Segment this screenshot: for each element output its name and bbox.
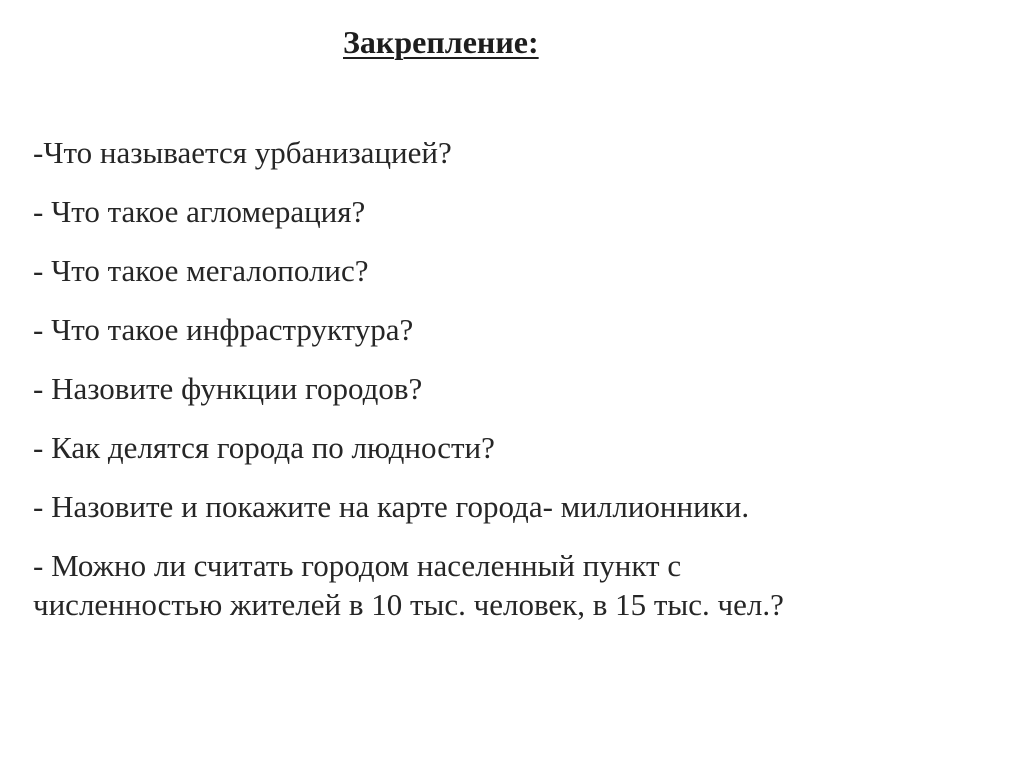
question-item: - Как делятся города по людности? — [33, 430, 495, 465]
question-line: - Можно ли считать городом населенный пункт с — [33, 548, 682, 583]
question-list — [33, 133, 993, 644]
question-item — [33, 546, 913, 624]
question-item: - Назовите и покажите на карте города- миллионники. — [33, 489, 750, 524]
question-item: - Что такое инфраструктура? — [33, 312, 414, 347]
question-item: - Назовите функции городов? — [33, 371, 423, 406]
slide-title: Закрепление: — [343, 24, 539, 60]
question-item: -Что называется урбанизацией? — [33, 135, 452, 170]
question-line: численностью жителей в 10 тыс. человек, в 15 тыс. чел.? — [33, 587, 784, 622]
question-item: - Что такое мегалополис? — [33, 253, 369, 288]
question-item: - Что такое агломерация? — [33, 194, 366, 229]
